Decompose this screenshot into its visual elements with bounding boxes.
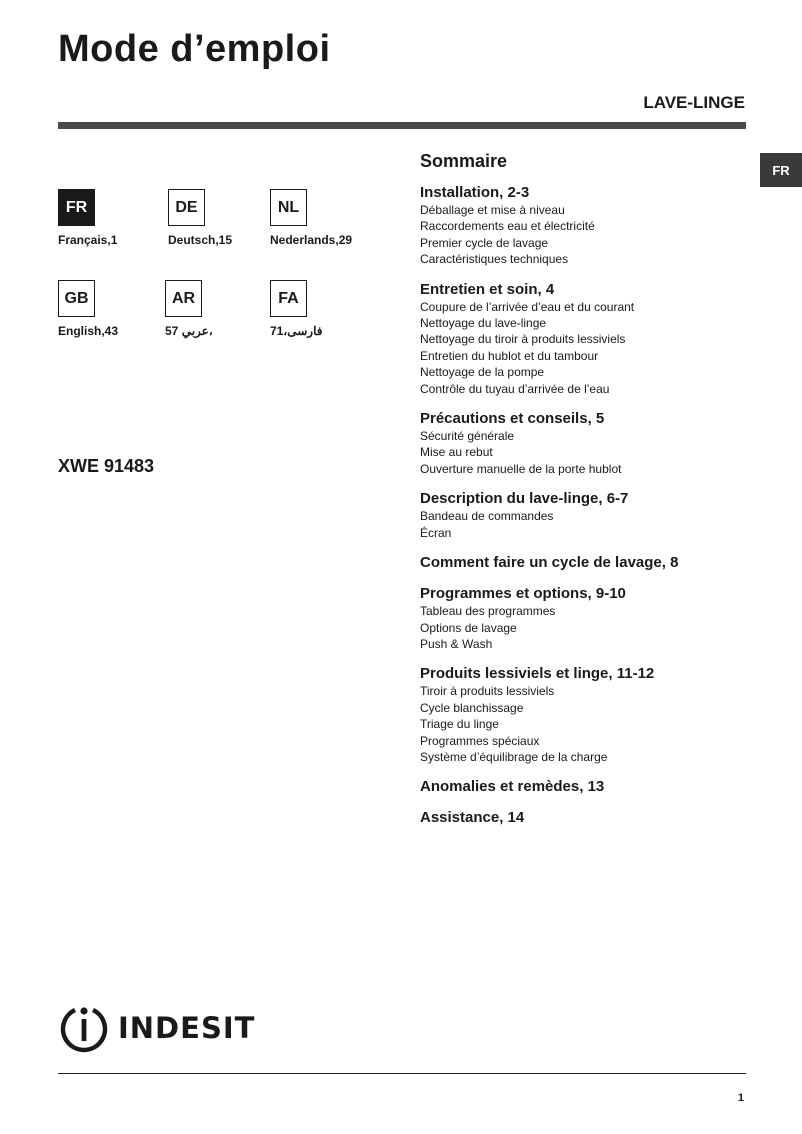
toc-section-heading[interactable]: Installation, 2-3 xyxy=(420,184,530,201)
toc-section xyxy=(420,585,750,652)
language-label: Deutsch,15 xyxy=(168,233,233,247)
language-code-box: FR xyxy=(58,189,95,226)
brand-logo-text: INDESIT xyxy=(118,1011,256,1045)
toc-section-heading[interactable]: Programmes et options, 9-10 xyxy=(420,585,626,603)
toc-item[interactable]: Programmes spéciaux xyxy=(420,733,540,748)
toc-item[interactable]: Tiroir à produits lessiviels xyxy=(420,684,555,699)
toc-section xyxy=(420,809,750,827)
toc-section xyxy=(420,184,750,268)
toc-section-heading[interactable]: Produits lessiviels et linge, 11-12 xyxy=(420,665,655,683)
language-option-de[interactable] xyxy=(168,189,273,247)
toc-section-heading[interactable]: Précautions et conseils, 5 xyxy=(420,410,605,428)
toc-item[interactable]: Premier cycle de lavage xyxy=(420,235,549,250)
toc-section xyxy=(420,778,750,796)
toc-section-heading[interactable]: Assistance, 14 xyxy=(420,809,525,827)
toc-item[interactable]: Entretien du hublot et du tambour xyxy=(420,348,599,363)
footer-divider xyxy=(58,1073,746,1074)
table-of-contents xyxy=(420,151,750,840)
language-label: فارسی،71 xyxy=(270,324,323,338)
language-option-fa[interactable] xyxy=(270,280,375,338)
toc-section xyxy=(420,554,750,572)
toc-item[interactable]: Contrôle du tuyau d’arrivée de l’eau xyxy=(420,381,610,396)
toc-section xyxy=(420,490,750,541)
toc-item[interactable]: Bandeau de commandes xyxy=(420,509,554,524)
language-label: English,43 xyxy=(58,324,119,338)
toc-item[interactable]: Options de lavage xyxy=(420,620,517,635)
toc-item[interactable]: Déballage et mise à niveau xyxy=(420,203,565,217)
toc-item[interactable]: Caractéristiques techniques xyxy=(420,252,569,267)
language-code-box: DE xyxy=(168,189,205,226)
toc-item[interactable]: Raccordements eau et électricité xyxy=(420,219,595,234)
toc-item[interactable]: Triage du linge xyxy=(420,717,499,732)
toc-section xyxy=(420,665,750,765)
toc-item[interactable]: Nettoyage du lave-linge xyxy=(420,316,547,331)
language-code-box: FA xyxy=(270,280,307,317)
indesit-i-icon xyxy=(58,1002,110,1054)
language-option-nl[interactable] xyxy=(270,189,375,247)
product-type: LAVE-LINGE xyxy=(643,93,745,112)
toc-section-heading[interactable]: Description du lave-linge, 6-7 xyxy=(420,490,629,508)
language-code-box: GB xyxy=(58,280,95,317)
language-side-tab: FR xyxy=(760,153,802,187)
language-label: 57 عربي، xyxy=(165,324,213,338)
language-label: Français,1 xyxy=(58,233,118,247)
toc-section-heading[interactable]: Entretien et soin, 4 xyxy=(420,280,555,298)
language-selector xyxy=(58,189,378,349)
toc-item[interactable]: Système d’équilibrage de la charge xyxy=(420,749,608,764)
toc-section-heading[interactable]: Comment faire un cycle de lavage, 8 xyxy=(420,554,679,572)
toc-section xyxy=(420,281,750,397)
page-title: Mode d’emploi xyxy=(58,28,331,70)
language-option-fr[interactable] xyxy=(58,189,163,247)
toc-title: Sommaire xyxy=(420,151,508,171)
toc-item[interactable]: Tableau des programmes xyxy=(420,604,556,619)
toc-item[interactable]: Écran xyxy=(420,525,452,540)
language-code-box: AR xyxy=(165,280,202,317)
toc-item[interactable]: Ouverture manuelle de la porte hublot xyxy=(420,461,622,476)
language-label: Nederlands,29 xyxy=(270,233,353,247)
toc-section-heading[interactable]: Anomalies et remèdes, 13 xyxy=(420,778,605,796)
language-option-ar[interactable] xyxy=(165,280,270,338)
toc-item[interactable]: Sécurité générale xyxy=(420,429,515,444)
toc-item[interactable]: Coupure de l’arrivée d’eau et du courant xyxy=(420,299,635,314)
page-number: 1 xyxy=(737,1092,744,1104)
toc-item[interactable]: Nettoyage du tiroir à produits lessiviels xyxy=(420,332,626,347)
language-option-gb[interactable] xyxy=(58,280,163,338)
toc-item[interactable]: Mise au rebut xyxy=(420,445,493,460)
toc-section xyxy=(420,410,750,477)
model-number: XWE 91483 xyxy=(58,456,155,476)
toc-item[interactable]: Cycle blanchissage xyxy=(420,700,524,715)
toc-item[interactable]: Push & Wash xyxy=(420,636,493,651)
language-code-box: NL xyxy=(270,189,307,226)
toc-sections xyxy=(420,184,750,827)
brand-logo xyxy=(58,1000,255,1056)
toc-item[interactable]: Nettoyage de la pompe xyxy=(420,365,545,380)
header-divider xyxy=(58,122,746,129)
